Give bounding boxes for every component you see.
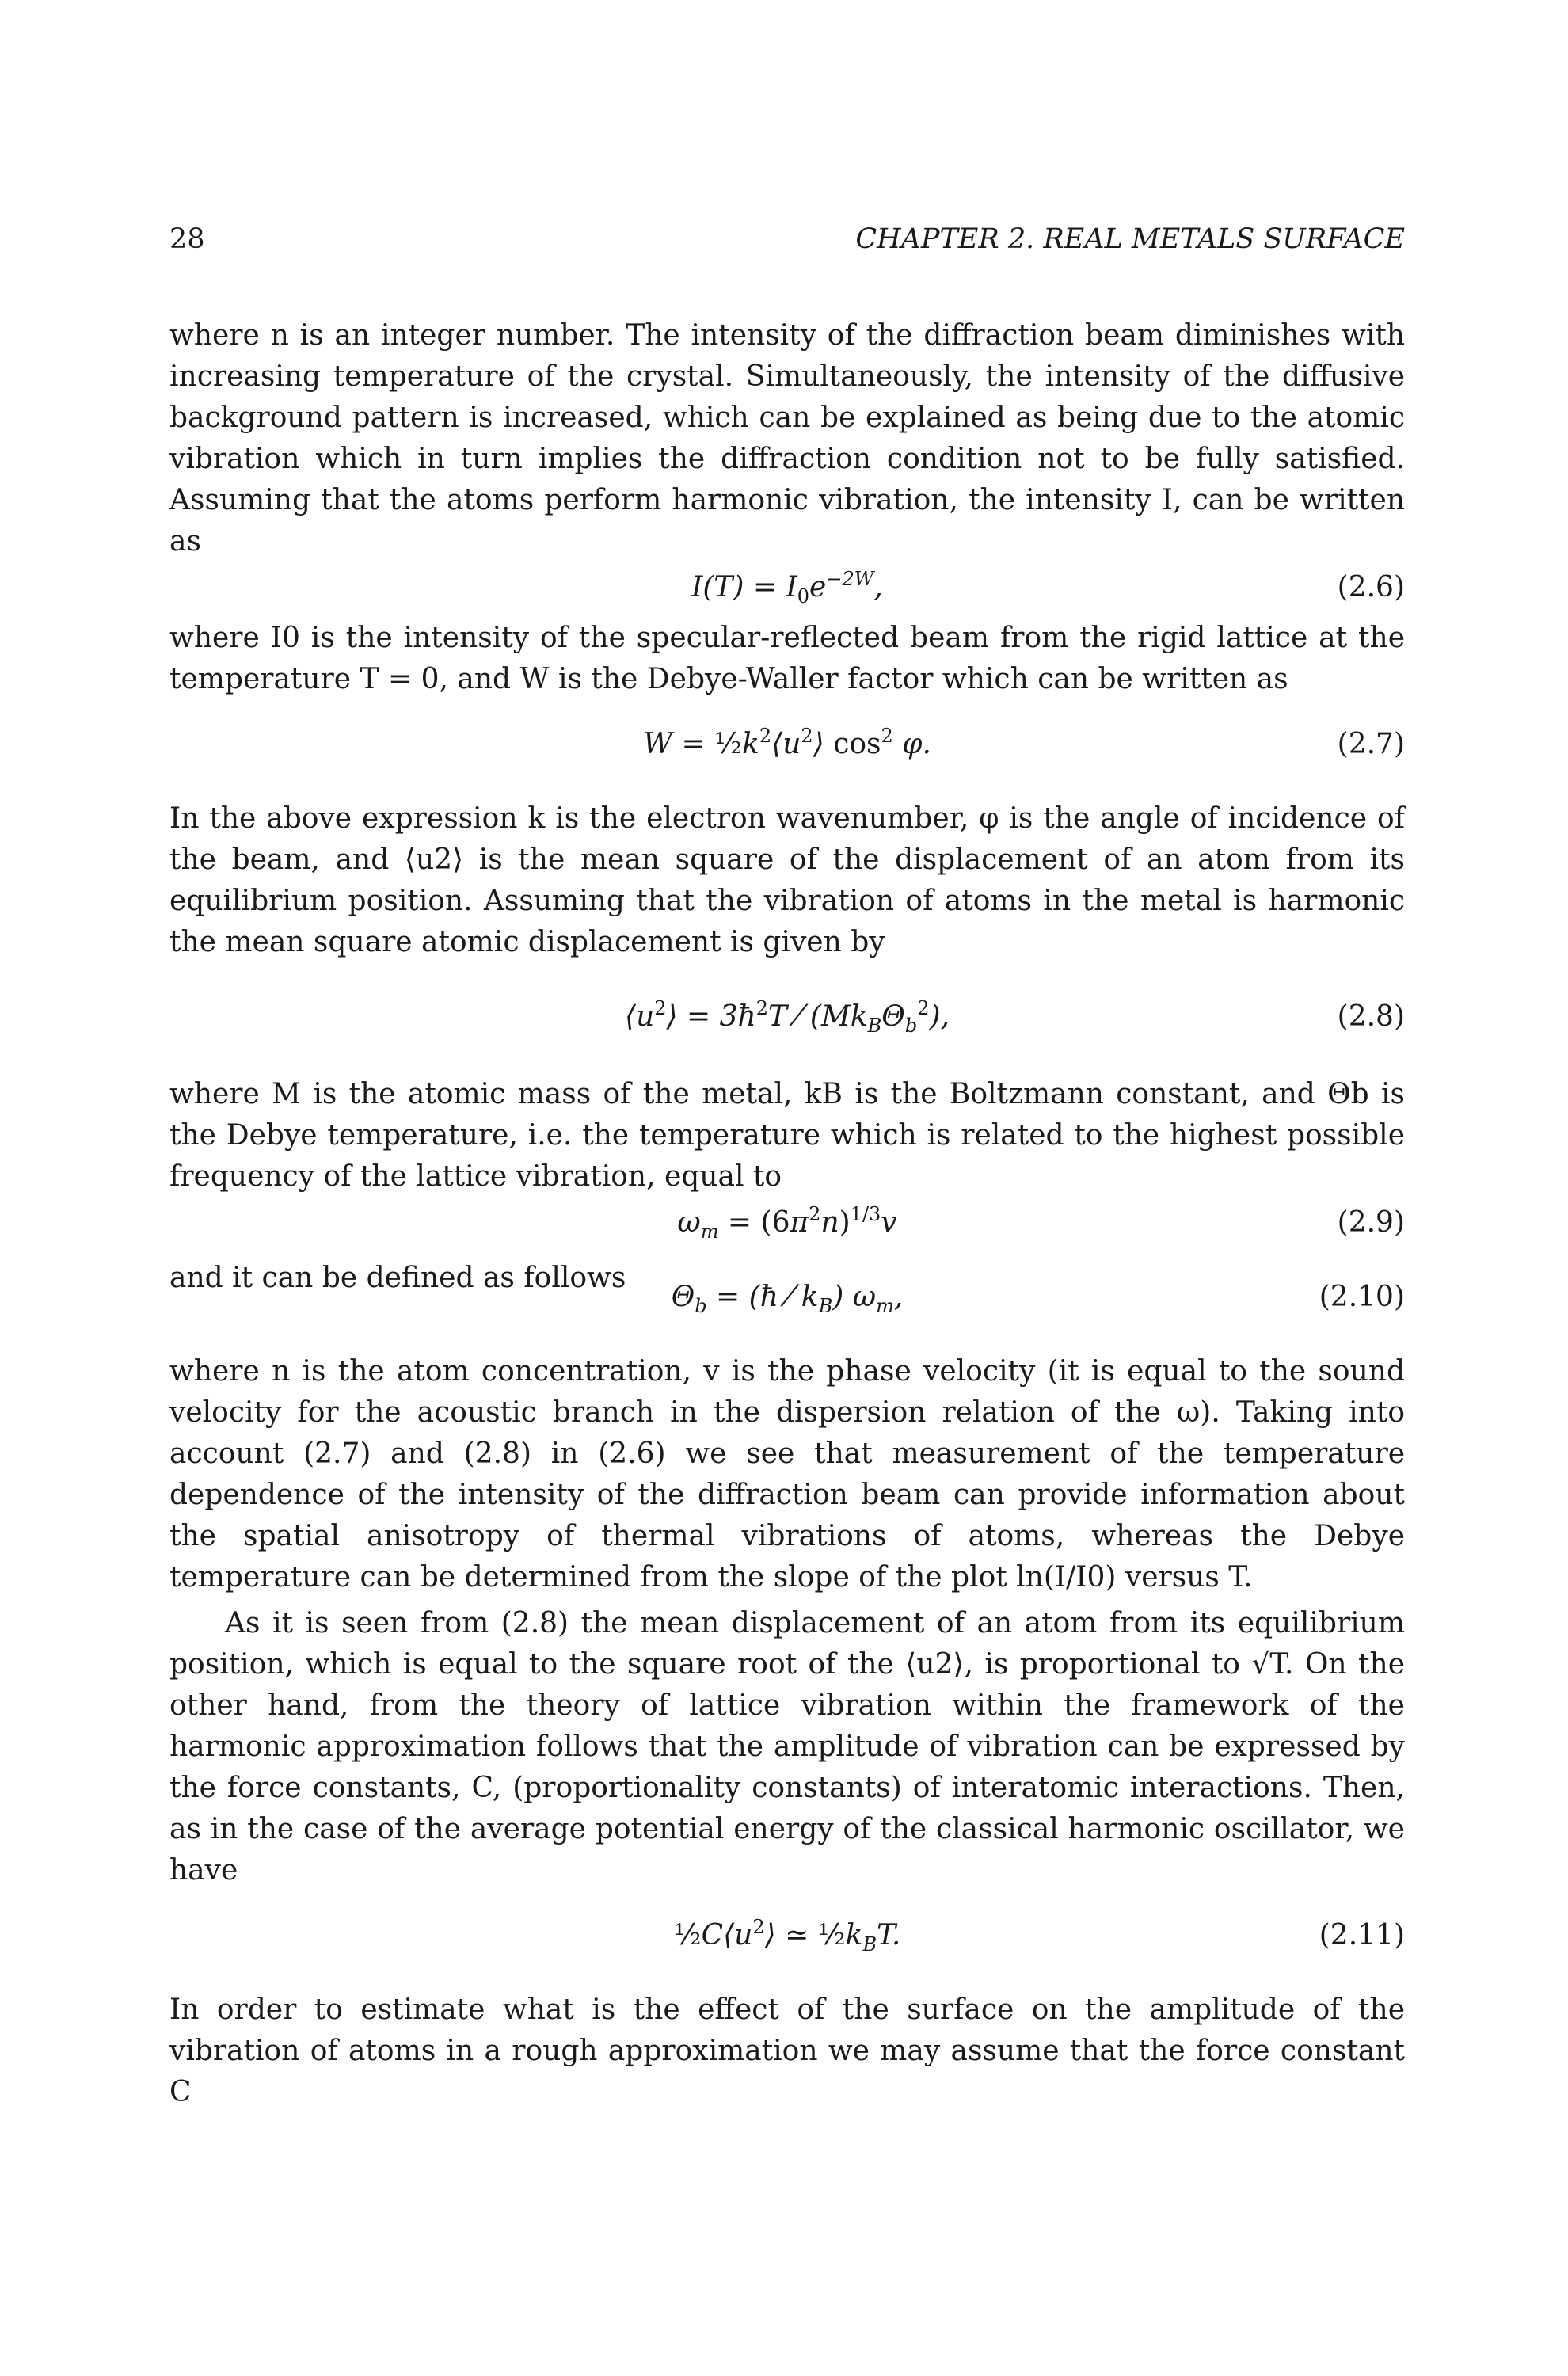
equation-2-8-formula: $⟨u^2⟩$ = $3ħ^2T$ ⁄ $(Mk_B\Theta_b^2)$, [625,997,950,1037]
paragraph-8: In order to estimate what is the effect of the surface on the amplitude of the vibration of atoms in a rough approximation we may assume that the force constant C [169,1993,1405,2108]
equation-2-9 [169,1198,1405,1253]
paragraph-2: where I0 is the intensity of the specular-reflected beam from the rigid lattice at the temperature T = 0, and W is the Debye-Waller factor which can be written as [169,622,1405,695]
equation-2-11-formula: $\frac{1}{2}C⟨u^2⟩$ ≃ $\frac{1}{2}k_BT$. [673,1916,901,1955]
running-title: CHAPTER 2. REAL METALS SURFACE [855,223,1405,255]
paragraph-5-lead: and it can be defined as follows [169,1262,626,1294]
equation-2-10-formula: $\Theta_b$ = (ħ ⁄ $k_B$) $\omega_m$, [671,1281,904,1317]
equation-2-8-number: (2.8) [1337,1000,1405,1033]
page-number: 28 [169,223,205,255]
paragraph-1: where n is an integer number. The intensity of the diffraction beam diminishes with increasing temperature of the crystal. Simultaneously, the intensity of the diffusive background pattern is increased, which can be explained as being due to the atomic vibration which in turn implies the diffraction condition not to be fully satisfied. Assuming that the atoms perform harmonic vibration, the intensity I, can be written as [169,319,1405,558]
page-header [169,223,1405,263]
paragraph-3: In the above expression k is the electron wavenumber, φ is the angle of incidence of the beam, and ⟨u2⟩ is the mean square of the displacement of an atom from its equilibrium position. Assuming that the vibration of atoms in the metal is harmonic the mean square atomic displacement is given by [169,802,1405,958]
equation-2-9-number: (2.9) [1337,1206,1405,1239]
equation-2-6-formula: $I(T) = I_0e^{-2W}$, [691,568,883,607]
equation-2-7-formula: $W = \frac{1}{2}k^2⟨u^2⟩$ $\cos^2 \varphi$. [643,725,931,760]
equation-2-10 [169,1253,1405,1351]
paragraph-7: As it is seen from (2.8) the mean displacement of an atom from its equilibrium position, which is equal to the square root of the ⟨u2⟩, is proportional to √T. On the other hand, from the theory of lattice vibration within the framework of the harmonic approximation follows that the amplitude of vibration can be expressed by the force constants, C, (proportionality constants) of interatomic interactions. Then, as in the case of the average potential energy of the classical harmonic oscillator, we have [169,1607,1405,1887]
equation-2-10-number: (2.10) [1319,1281,1405,1313]
equation-2-8 [169,963,1405,1074]
equation-2-11 [169,1891,1405,1990]
equation-2-11-number: (2.11) [1319,1919,1405,1951]
paragraph-6: where n is the atom concentration, v is the phase velocity (it is equal to the sound velocity for the acoustic branch in the dispersion relation of the ω). Taking into account (2.7) and (2.8) in (2.6) we see that measurement of the temperature dependence of the intensity of the diffraction beam can provide information about the spatial anisotropy of thermal vibrations of atoms, whereas the Debye temperature can be determined from the slope of the plot ln(I/I0) versus T. [169,1355,1405,1594]
equation-2-9-formula: $\omega_m = (6\pi^2n)^{1/3}v$ [677,1203,897,1243]
equation-2-6 [169,562,1405,618]
equation-2-6-number: (2.6) [1337,571,1405,604]
page-body [169,315,1405,2113]
equation-2-7 [169,700,1405,798]
paragraph-4: where M is the atomic mass of the metal, kB is the Boltzmann constant, and Θb is the Debye temperature, i.e. the temperature which is related to the highest possible frequency of the lattice vibration, equal to [169,1078,1405,1193]
equation-2-7-number: (2.7) [1337,728,1405,760]
